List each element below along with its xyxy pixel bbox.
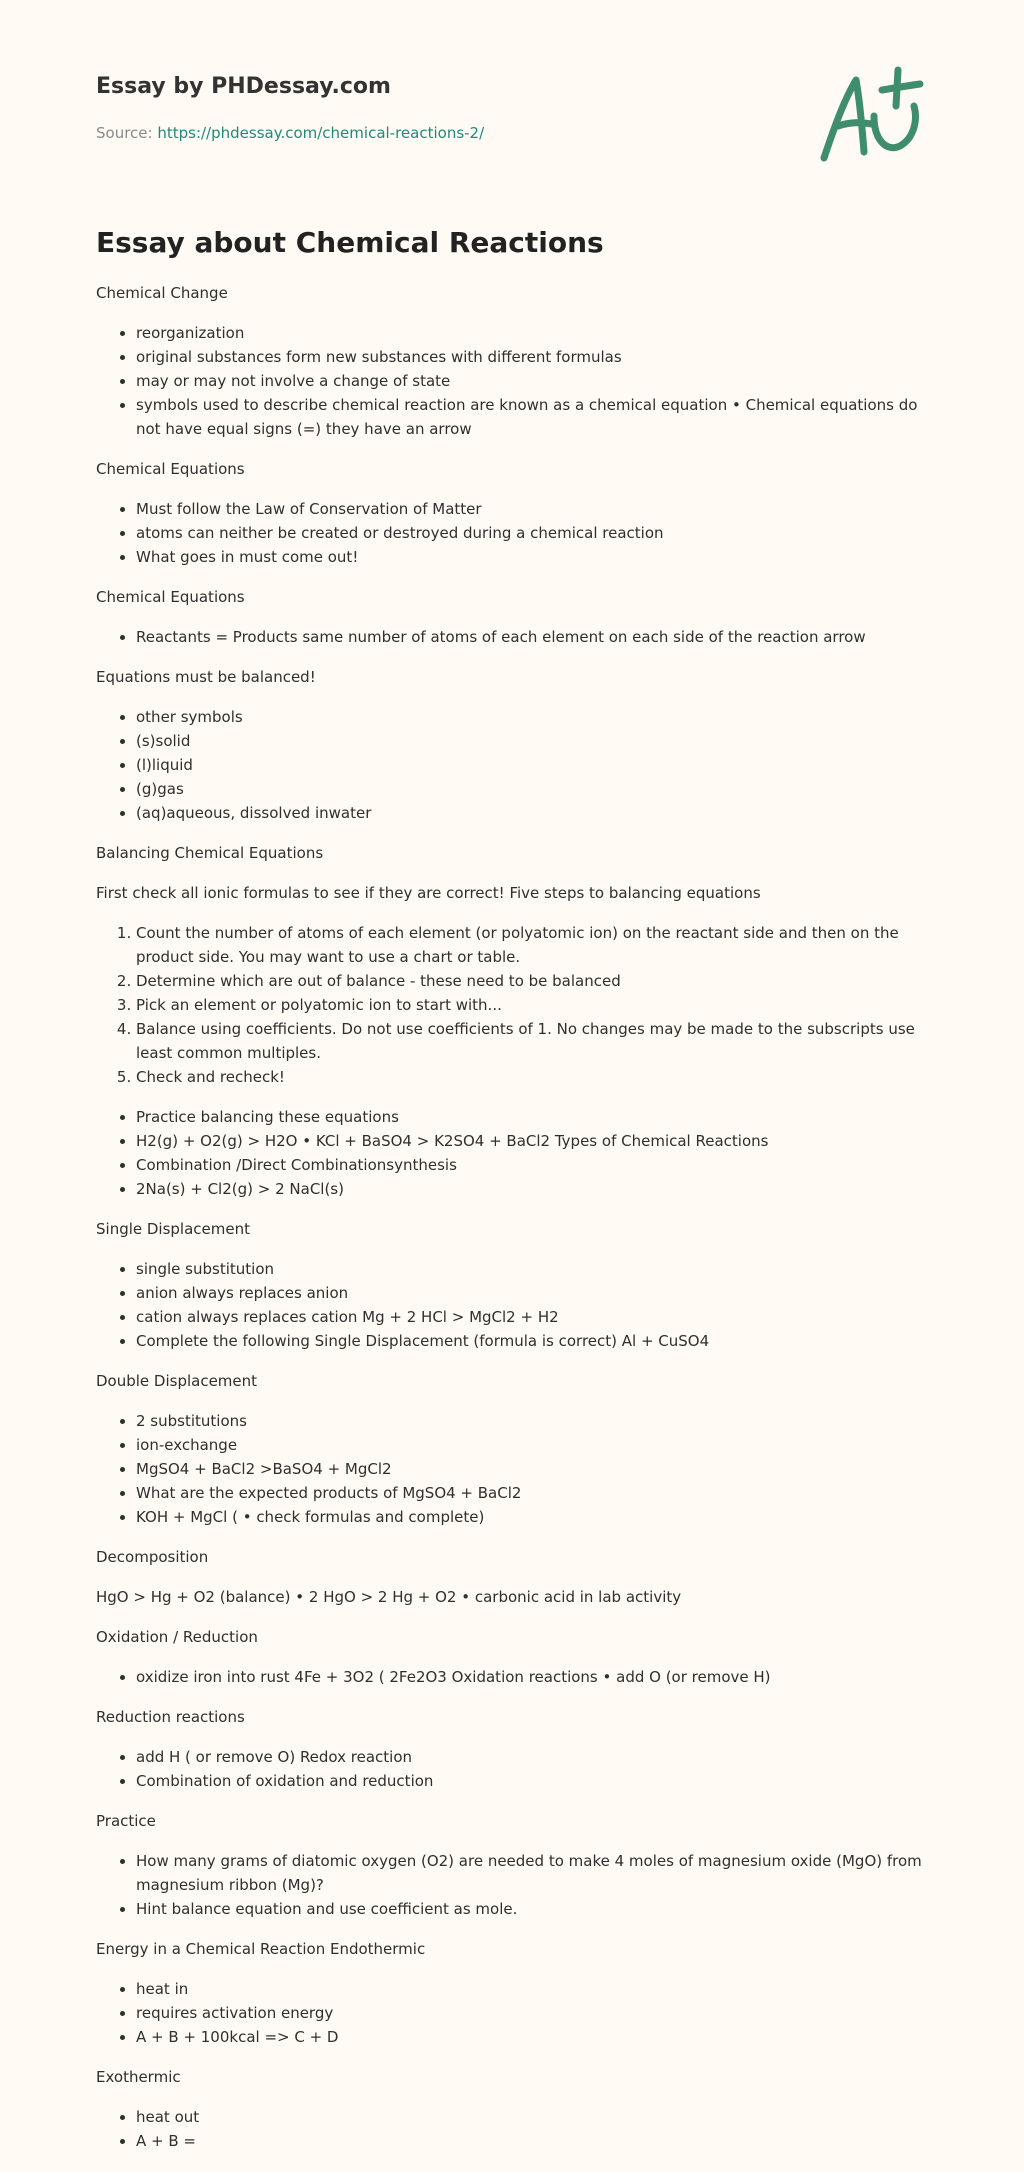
bullet-list <box>96 1977 928 2049</box>
list-item: • single substitution <box>136 1257 928 1281</box>
essay-paragraph: Exothermic <box>96 2068 181 2086</box>
list-item: • A + B = <box>136 2129 928 2153</box>
essay-paragraph: Balancing Chemical Equations <box>96 844 324 862</box>
list-item: • Complete the following Single Displacement (formula is correct) Al + CuSO4 <box>136 1329 928 1353</box>
list-item: • (s)solid <box>136 729 928 753</box>
source-label: Source: <box>96 124 158 142</box>
list-item: 2. Determine which are out of balance - these need to be balanced <box>136 969 928 993</box>
list-item: 3. Pick an element or polyatomic ion to start with... <box>136 993 928 1017</box>
list-item: • How many grams of diatomic oxygen (O2) are needed to make 4 moles of magnesium oxide (MgO) from magnesium ribbon (Mg)? <box>136 1849 928 1897</box>
list-item: • atoms can neither be created or destroyed during a chemical reaction <box>136 521 928 545</box>
list-item: • 2Na(s) + Cl2(g) > 2 NaCl(s) <box>136 1177 928 1201</box>
list-item: 4. Balance using coefficients. Do not use coefficients of 1. No changes may be made to the subscripts use least common multiples. <box>136 1017 928 1065</box>
list-item: • reorganization <box>136 321 928 345</box>
list-item: • heat in <box>136 1977 928 2001</box>
list-item: • anion always replaces anion <box>136 1281 928 1305</box>
list-item: • Must follow the Law of Conservation of Matter <box>136 497 928 521</box>
source-line <box>96 124 484 142</box>
list-item: • cation always replaces cation Mg + 2 HCl > MgCl2 + H2 <box>136 1305 928 1329</box>
list-item: • A + B + 100kcal => C + D <box>136 2025 928 2049</box>
essay-paragraph: HgO > Hg + O2 (balance) • 2 HgO > 2 Hg + O2 • carbonic acid in lab activity <box>96 1588 682 1606</box>
numbered-list <box>96 921 928 1089</box>
list-item: • symbols used to describe chemical reaction are known as a chemical equation • Chemical equations do not have equal signs (=) they have an arrow <box>136 393 928 441</box>
bullet-list <box>96 1665 928 1689</box>
bullet-list <box>96 1409 928 1529</box>
bullet-list <box>96 497 928 569</box>
essay-paragraph: Equations must be balanced! <box>96 668 316 686</box>
list-item: • ion-exchange <box>136 1433 928 1457</box>
bullet-list <box>96 2105 928 2153</box>
list-item: • KOH + MgCl ( • check formulas and complete) <box>136 1505 928 1529</box>
list-item: • H2(g) + O2(g) > H2O • KCl + BaSO4 > K2SO4 + BaCl2 Types of Chemical Reactions <box>136 1129 928 1153</box>
essay-paragraph: First check all ionic formulas to see if they are correct! Five steps to balancing equations <box>96 884 761 902</box>
list-item: • What are the expected products of MgSO4 + BaCl2 <box>136 1481 928 1505</box>
bullet-list <box>96 321 928 441</box>
list-item: • oxidize iron into rust 4Fe + 3O2 ( 2Fe2O3 Oxidation reactions • add O (or remove H) <box>136 1665 928 1689</box>
essay-paragraph: Single Displacement <box>96 1220 250 1238</box>
essay-paragraph: Chemical Equations <box>96 460 245 478</box>
list-item: • (g)gas <box>136 777 928 801</box>
a-plus-logo-icon <box>816 66 928 166</box>
bullet-list <box>96 705 928 825</box>
essay-paragraph: Chemical Change <box>96 284 228 302</box>
list-item: • Hint balance equation and use coefficient as mole. <box>136 1897 928 1921</box>
list-item: • MgSO4 + BaCl2 >BaSO4 + MgCl2 <box>136 1457 928 1481</box>
essay-paragraph: Oxidation / Reduction <box>96 1628 258 1646</box>
list-item: 5. Check and recheck! <box>136 1065 928 1089</box>
bullet-list <box>96 625 928 649</box>
list-item: • 2 substitutions <box>136 1409 928 1433</box>
essay-paragraph: Chemical Equations <box>96 588 245 606</box>
essay-paragraph: Energy in a Chemical Reaction Endothermic <box>96 1940 426 1958</box>
list-item: • other symbols <box>136 705 928 729</box>
essay-paragraph: Double Displacement <box>96 1372 258 1390</box>
list-item: • Combination /Direct Combinationsynthesis <box>136 1153 928 1177</box>
list-item: • Reactants = Products same number of atoms of each element on each side of the reaction arrow <box>136 625 928 649</box>
bullet-list <box>96 1745 928 1793</box>
list-item: • add H ( or remove O) Redox reaction <box>136 1745 928 1769</box>
page-header <box>96 0 928 186</box>
bullet-list <box>96 1849 928 1921</box>
bullet-list <box>96 1105 928 1201</box>
list-item: • requires activation energy <box>136 2001 928 2025</box>
list-item: • (aq)aqueous, dissolved inwater <box>136 801 928 825</box>
site-title: Essay by PHDessay.com <box>96 74 391 99</box>
list-item: 1. Count the number of atoms of each element (or polyatomic ion) on the reactant side and then on the product side. You may want to use a chart or table. <box>136 921 928 969</box>
essay-content <box>96 281 928 2153</box>
source-link[interactable]: https://phdessay.com/chemical-reactions-2/ <box>157 124 485 142</box>
list-item: • What goes in must come out! <box>136 545 928 569</box>
list-item: • Practice balancing these equations <box>136 1105 928 1129</box>
essay-paragraph: Reduction reactions <box>96 1708 245 1726</box>
list-item: • Combination of oxidation and reduction <box>136 1769 928 1793</box>
list-item: • may or may not involve a change of state <box>136 369 928 393</box>
essay-paragraph: Practice <box>96 1812 156 1830</box>
list-item: • original substances form new substances with different formulas <box>136 345 928 369</box>
essay-paragraph: Decomposition <box>96 1548 209 1566</box>
list-item: • heat out <box>136 2105 928 2129</box>
essay-title: Essay about Chemical Reactions <box>96 226 604 259</box>
list-item: • (l)liquid <box>136 753 928 777</box>
bullet-list <box>96 1257 928 1353</box>
